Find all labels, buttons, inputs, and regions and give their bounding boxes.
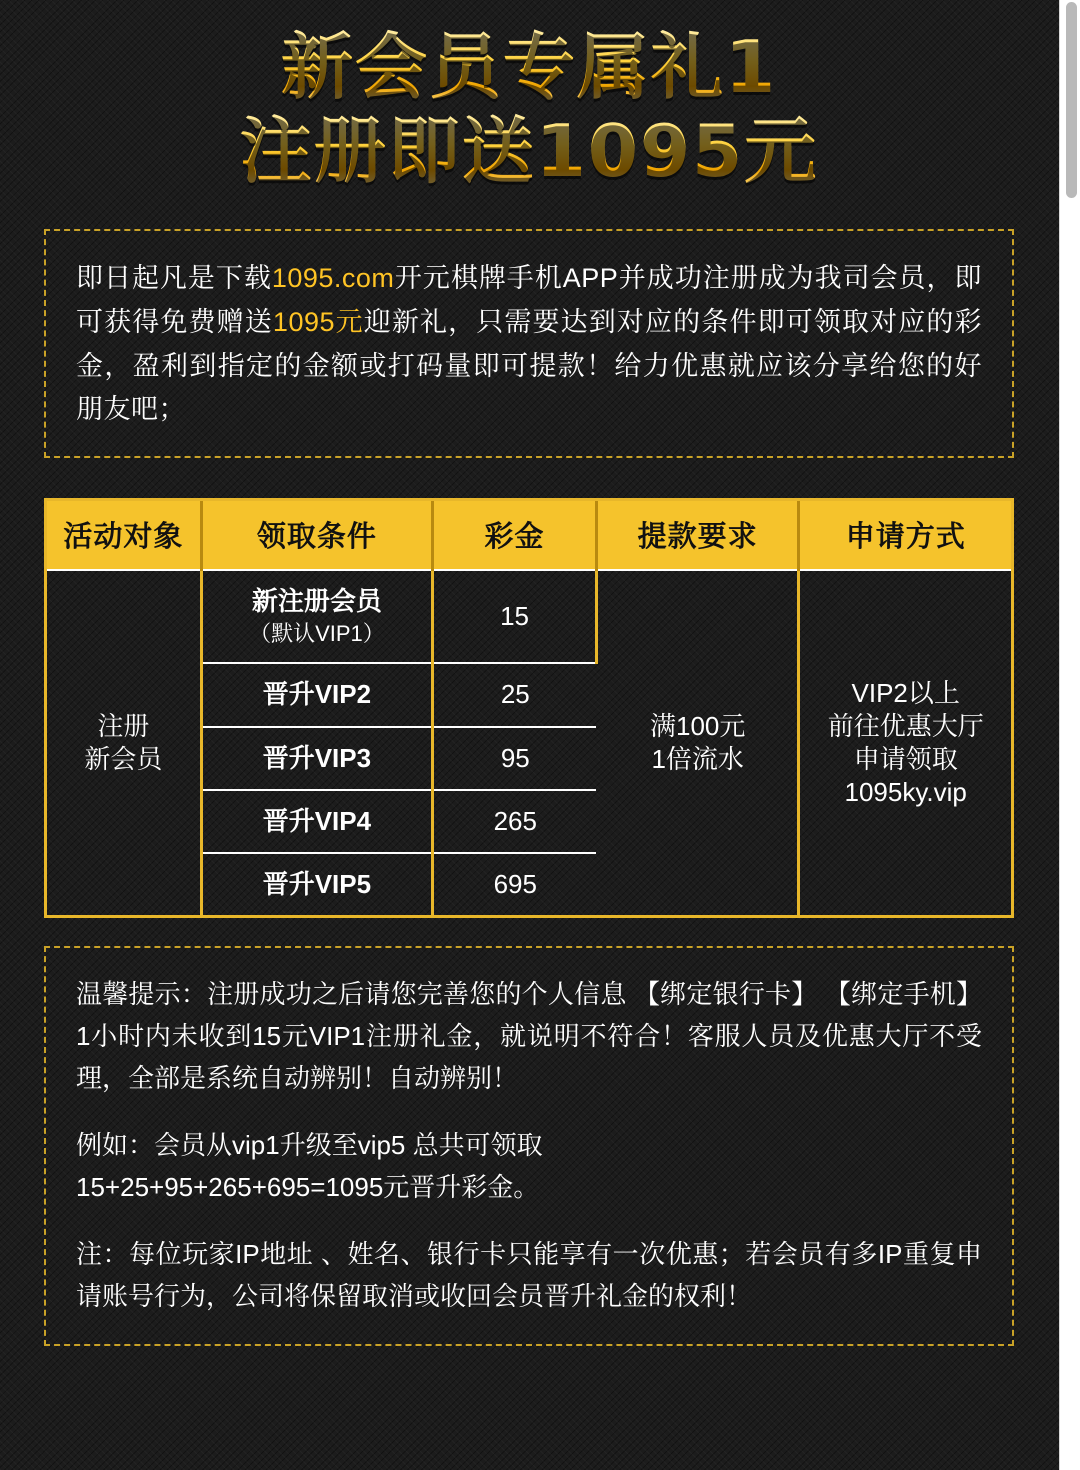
promo-table xyxy=(44,498,1014,918)
page-title xyxy=(44,26,1014,193)
condition-main: 新注册会员 xyxy=(251,585,382,616)
table-cell-condition: 晋升VIP4 xyxy=(201,790,432,853)
table-header-cell: 彩金 xyxy=(433,501,597,570)
table-header-row xyxy=(47,501,1011,570)
table-cell-amount: 695 xyxy=(433,853,597,915)
table-cell-apply xyxy=(799,570,1011,915)
table-row xyxy=(47,570,1011,663)
table-cell-object xyxy=(47,570,201,915)
table-header-cell: 申请方式 xyxy=(799,501,1011,570)
note-example: 例如：会员从vip1升级至vip5 总共可领取 15+25+95+265+695=1095元晋升彩金。 xyxy=(76,1130,543,1202)
table-cell-condition xyxy=(201,570,432,663)
condition-sub: （默认VIP1） xyxy=(249,621,385,647)
table-cell-amount: 95 xyxy=(433,727,597,790)
scrollbar-track[interactable] xyxy=(1059,0,1080,1470)
title-line-1: 新会员专属礼1 xyxy=(44,26,1014,110)
table-header-cell: 领取条件 xyxy=(201,501,432,570)
table-cell-condition: 晋升VIP2 xyxy=(201,663,432,726)
table-cell-amount: 25 xyxy=(433,663,597,726)
apply-line-4: 1095ky.vip xyxy=(844,777,967,808)
note-terms: 注：每位玩家IP地址 、姓名、银行卡只能享有一次优惠；若会员有多IP重复申请账号行为，公司将保留取消或收回会员晋升礼金的权利！ xyxy=(76,1239,982,1312)
apply-line-3: 申请领取 xyxy=(853,744,958,775)
scrollbar-thumb[interactable] xyxy=(1066,2,1077,198)
withdraw-line-1: 满100元 xyxy=(649,710,746,741)
table-cell-amount: 15 xyxy=(433,570,597,663)
apply-line-1: VIP2以上 xyxy=(851,677,960,708)
intro-box xyxy=(44,229,1014,458)
apply-line-2: 前往优惠大厅 xyxy=(827,710,984,741)
object-line-1: 注册 xyxy=(97,710,150,741)
table-cell-condition: 晋升VIP3 xyxy=(201,727,432,790)
intro-text: 即日起凡是下载1095.com开元棋牌手机APP并成功注册成为我司会员，即可获得免费赠送1095元迎新礼，只需要达到对应的条件即可领取对应的彩金，盈利到指定的金额或打码量即可提款！给力优惠就应该分享给您的好朋友吧； xyxy=(76,263,982,425)
table-cell-condition: 晋升VIP5 xyxy=(201,853,432,915)
table-header-cell: 提款要求 xyxy=(596,501,798,570)
withdraw-line-2: 1倍流水 xyxy=(651,744,744,775)
table-cell-amount: 265 xyxy=(433,790,597,853)
title-line-2: 注册即送1095元 xyxy=(44,110,1014,194)
table-header-cell: 活动对象 xyxy=(47,501,201,570)
notes-box xyxy=(44,946,1014,1345)
note-tip: 温馨提示：注册成功之后请您完善您的个人信息 【绑定银行卡】 【绑定手机】1小时内未收到15元VIP1注册礼金，就说明不符合！客服人员及优惠大厅不受理，全部是系统自动辨别！自动辨别！ xyxy=(76,979,982,1093)
object-line-2: 新会员 xyxy=(84,744,163,775)
table-cell-withdraw xyxy=(596,570,798,915)
